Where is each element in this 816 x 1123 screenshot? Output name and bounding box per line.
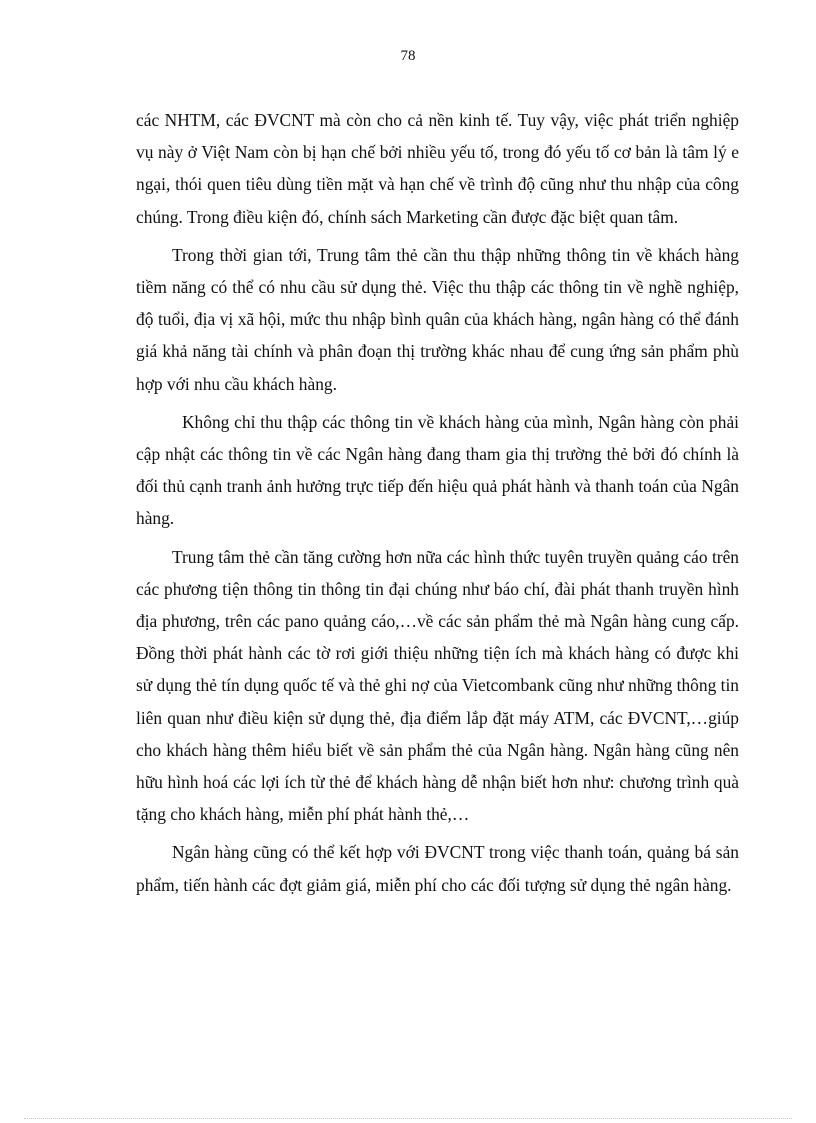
paragraph-1: các NHTM, các ĐVCNT mà còn cho cả nền kinh tế. Tuy vậy, việc phát triển nghiệp vụ này ở Việt Nam còn bị hạn chế bởi nhiều yếu tố, trong đó yếu tố cơ bản là tâm lý e ngại, thói quen tiêu dùng tiền mặt và hạn chế về trình độ cũng như thu nhập của công chúng. Trong điều kiện đó, chính sách Marketing cần được đặc biệt quan tâm. [136,110,739,227]
paragraph-5: Ngân hàng cũng có thể kết hợp với ĐVCNT trong việc thanh toán, quảng bá sản phẩm, tiến hành các đợt giảm giá, miễn phí cho các đối tượng sử dụng thẻ ngân hàng. [136,842,739,895]
paragraph-4: Trung tâm thẻ cần tăng cường hơn nữa các hình thức tuyên truyền quảng cáo trên các phương tiện thông tin thông tin đại chúng như báo chí, đài phát thanh truyền hình địa phương, trên các pano quảng cáo,…về các sản phẩm thẻ mà Ngân hàng cung cấp. Đồng thời phát hành các tờ rơi giới thiệu những tiện ích mà khách hàng có được khi sử dụng thẻ tín dụng quốc tế và thẻ ghi nợ của Vietcombank cũng như những thông tin liên quan như điều kiện sử dụng thẻ, địa điểm lắp đặt máy ATM, các ĐVCNT,…giúp cho khách hàng thêm hiểu biết về sản phẩm thẻ của Ngân hàng. Ngân hàng cũng nên hữu hình hoá các lợi ích từ thẻ để khách hàng dễ nhận biết hơn như: chương trình quà tặng cho khách hàng, miễn phí phát hành thẻ,… [136,546,739,825]
document-body [136,104,739,907]
page-number: 78 [400,48,416,64]
paragraph-2: Trong thời gian tới, Trung tâm thẻ cần thu thập những thông tin về khách hàng tiềm năng có thể có nhu cầu sử dụng thẻ. Việc thu thập các thông tin về nghề nghiệp, độ tuổi, địa vị xã hội, mức thu nhập bình quân của khách hàng, ngân hàng có thể đánh giá khả năng tài chính và phân đoạn thị trường khác nhau để cung ứng sản phẩm phù hợp với nhu cầu khách hàng. [136,244,739,394]
paragraph-3: Không chỉ thu thập các thông tin về khách hàng của mình, Ngân hàng còn phải cập nhật các thông tin về các Ngân hàng đang tham gia thị trường thẻ bởi đó chính là đối thủ cạnh tranh ảnh hưởng trực tiếp đến hiệu quả phát hành và thanh toán của Ngân hàng. [136,411,739,529]
page-bottom-divider [24,1118,792,1119]
